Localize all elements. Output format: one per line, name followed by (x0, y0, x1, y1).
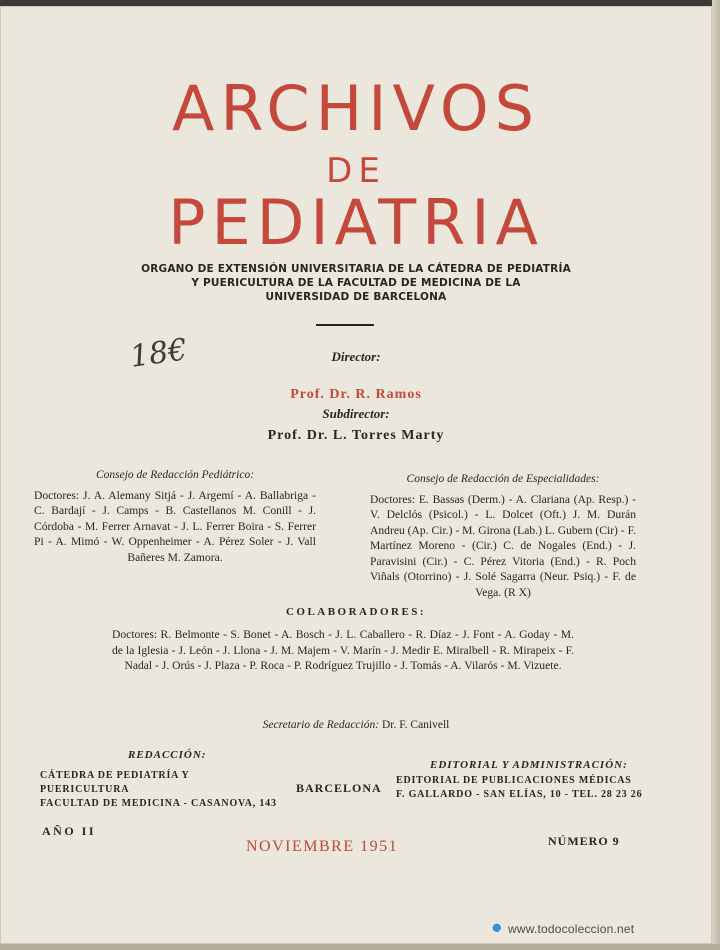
consejo-pediatrico-header: Consejo de Redacción Pediátrico: (95, 469, 255, 481)
city-label: BARCELONA (296, 781, 382, 795)
director-name: Prof. Dr. R. Ramos (290, 387, 422, 402)
consejo-pediatrico (34, 468, 316, 565)
issue-number: NÚMERO 9 (548, 834, 620, 848)
redaccion-body (40, 769, 280, 811)
redaccion-line-2: FACULTAD DE MEDICINA - CASANOVA, 143 (40, 798, 277, 809)
watermark-text: www.todocoleccion.net (508, 922, 635, 936)
redaccion-line-1: CÁTEDRA DE PEDIATRÍA Y PUERICULTURA (40, 770, 190, 795)
consejo-pediatrico-body: Doctores: J. A. Alemany Sitjá - J. Argemí - A. Ballabriga - C. Bardají - J. Camps - B. Castellanos M. Conill - J. Córdoba - M. Ferrer Arnavat - J. L. Ferrer Boira - S. Ferrer Pi - A. Mimó - W. Oppenheimer - A. Pérez Soler - J. Vall Bañeres M. Zamora. (34, 488, 316, 564)
consejo-especialidades-header: Consejo de Redacción de Especialidades: (406, 473, 600, 485)
handwritten-price: 18€ (127, 332, 190, 375)
redaccion-header: REDACCIÓN: (128, 749, 207, 761)
editorial-header: EDITORIAL Y ADMINISTRACIÓN: (430, 759, 628, 771)
title-pediatria: PEDIATRIA (168, 186, 544, 259)
editorial-line-1: EDITORIAL DE PUBLICACIONES MÉDICAS (396, 775, 632, 786)
editorial-body (396, 774, 696, 802)
editorial-line-2: F. GALLARDO - SAN ELÍAS, 10 - TEL. 28 23 26 (396, 789, 643, 800)
title-de: DE (326, 151, 386, 191)
page-edge (712, 0, 720, 950)
subdirector-label: Subdirector: (322, 406, 390, 421)
issue-year: AÑO II (42, 824, 97, 838)
consejo-especialidades (370, 472, 636, 600)
secretario-label: Secretario de Redacción: (262, 719, 380, 731)
director-label: Director: (331, 349, 381, 364)
page-bottom-edge (0, 944, 720, 950)
subtitle-line-2: Y PUERICULTURA DE LA FACULTAD DE MEDICINA DE LA (191, 277, 521, 289)
subtitle-organo (0, 262, 712, 304)
consejo-especialidades-body: Doctores: E. Bassas (Derm.) - A. Clariana (Ap. Resp.) - V. Delclós (Psicol.) - L. Dolcet (Oft.) J. M. Durán Andreu (Ap. Cir.) - M. Girona (Lab.) L. Gubern (Cir) - F. Martínez Moreno - (Cir.) C. de Nogales (End.) - J. Paravisini (Cir.) - C. Pérez Vitoria (End.) - R. Poch Viñals (Otorrino) - J. Solé Sagarra (Neur. Psiq.) - F. de Vega. (R X) (370, 492, 636, 599)
magazine-cover (0, 6, 712, 944)
issue-date: NOVIEMBRE 1951 (246, 838, 399, 855)
todocoleccion-logo-icon (492, 923, 504, 935)
secretario-name: Dr. F. Canivell (381, 719, 450, 731)
subtitle-line-3: UNIVERSIDAD DE BARCELONA (265, 291, 447, 303)
secretario (0, 719, 712, 731)
colaboradores-body: Doctores: R. Belmonte - S. Bonet - A. Bosch - J. L. Caballero - R. Díaz - J. Font - A. Goday - M. de la Iglesia - J. León - J. Llona - J. M. Majem - V. Marín - J. Medir E. Miralbell - R. Mirapeix - F. Nadal - J. Orús - J. Plaza - P. Roca - P. Rodríguez Trujillo - J. Tomás - A. Vilarós - M. Vizuete. (112, 628, 574, 672)
colaboradores-header: COLABORADORES: (285, 606, 427, 618)
subdirector-name: Prof. Dr. L. Torres Marty (267, 428, 445, 443)
title-archivos: ARCHIVOS (171, 72, 541, 145)
divider-rule (316, 324, 374, 326)
watermark (492, 922, 634, 936)
subtitle-line-1: ORGANO DE EXTENSIÓN UNIVERSITARIA DE LA CÁTEDRA DE PEDIATRÍA (141, 263, 571, 275)
